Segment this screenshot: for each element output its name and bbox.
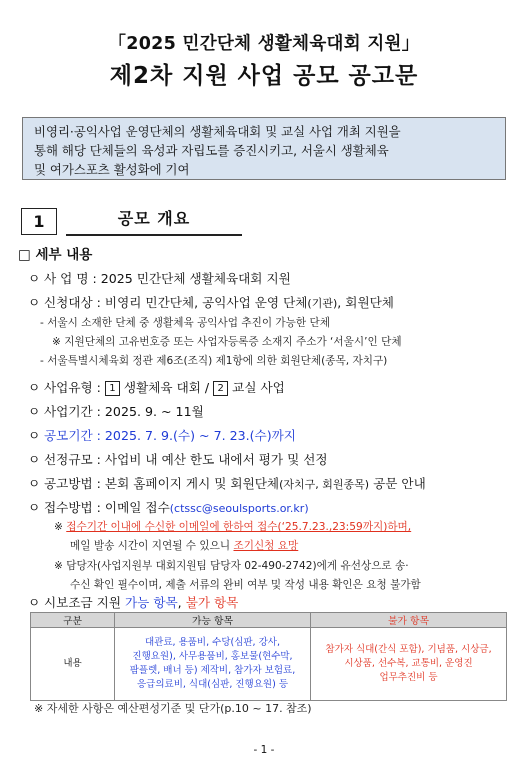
item-label: 공고방법 xyxy=(44,476,93,491)
cell-line: 팜플렛, 배너 등) 제작비, 참가자 보험료, xyxy=(129,665,296,676)
item-separator: : xyxy=(92,500,105,515)
eligibility-sub-1: - 서울시 소재한 단체 중 생활체육 공익사업 추진이 가능한 단체 xyxy=(40,317,330,329)
item-selection xyxy=(28,449,328,468)
type-number-2: 2 xyxy=(213,381,228,396)
item-value: 공문 안내 xyxy=(369,476,426,491)
item-value: , 회원단체 xyxy=(337,295,394,310)
item-value-note: (기관) xyxy=(307,297,338,310)
possible-items-cell xyxy=(115,628,311,701)
item-project-period xyxy=(28,401,204,420)
section-number: 1 xyxy=(21,208,57,235)
table-header: 불가 항목 xyxy=(311,613,507,628)
funding-possible-label: 가능 항목 xyxy=(125,595,178,610)
item-project-name xyxy=(28,268,291,287)
item-value: 2025. 9. ~ 11월 xyxy=(104,404,204,419)
table-row xyxy=(31,628,507,701)
title-line-1: 「2025 민간단체 생활체육대회 지원」 xyxy=(108,34,420,54)
bullet: ㅇ xyxy=(28,595,41,610)
item-eligibility xyxy=(28,292,394,311)
item-value: 2025. 7. 9.(수) ~ 7. 23.(수)까지 xyxy=(104,428,296,443)
title-line-2: 제2차 지원 사업 공모 공고문 xyxy=(109,63,419,89)
item-label: 시보조금 지원 xyxy=(44,595,125,610)
submission-note-1-cont xyxy=(70,538,298,553)
bullet: ㅇ xyxy=(28,404,41,419)
item-value: 2025 민간단체 생활체육대회 지원 xyxy=(100,271,291,286)
sub-heading: □ 세부 내용 xyxy=(18,247,93,263)
summary-line: 통해 해당 단체들의 육성과 자립도를 증진시키고, 서울시 생활체육 xyxy=(34,143,389,158)
item-separator: : xyxy=(92,452,105,467)
page-number: - 1 - xyxy=(253,744,275,756)
item-label: 신청대상 xyxy=(44,295,93,310)
item-submission xyxy=(28,497,309,516)
type-number-1: 1 xyxy=(105,381,120,396)
item-separator: : xyxy=(92,295,105,310)
cell-line: 진행요원), 사무용품비, 홍보물(현수막, xyxy=(132,651,293,662)
item-project-type xyxy=(28,377,285,396)
submission-note-1 xyxy=(54,519,411,534)
bullet: ㅇ xyxy=(28,452,41,467)
impossible-items-cell xyxy=(311,628,507,701)
item-funding xyxy=(28,592,238,611)
item-value-note: (자치구, 회원종목) xyxy=(279,478,370,491)
item-label: 접수방법 xyxy=(44,500,93,515)
table-row-label: 내용 xyxy=(31,628,115,701)
item-separator: : xyxy=(92,476,105,491)
submission-note-2: ※ 담당자(사업지원부 대회지원팀 담당자 02-490-2742)에게 유선상으로 송· xyxy=(54,560,409,572)
item-label: 사 업 명 xyxy=(44,271,89,286)
funding-impossible-label: 불가 항목 xyxy=(185,595,239,610)
item-value: 교실 사업 xyxy=(228,380,285,395)
cell-line: 참가자 식대(간식 포함), 기념품, 시상금, xyxy=(325,644,492,655)
note-text: 메일 발송 시간이 지연될 수 있으니 xyxy=(70,540,234,552)
item-separator: : xyxy=(88,271,101,286)
bullet: ㅇ xyxy=(28,295,41,310)
item-label: 선정규모 xyxy=(44,452,93,467)
note-mark: ※ xyxy=(54,521,67,533)
item-value: 비영리 민간단체, 공익사업 운영 단체 xyxy=(104,295,308,310)
section-underline xyxy=(66,234,242,236)
item-value: 본회 홈페이지 게시 및 회원단체 xyxy=(104,476,280,491)
item-value: 이메일 접수 xyxy=(104,500,170,515)
table-header: 가능 항목 xyxy=(115,613,311,628)
item-label: 사업기간 xyxy=(44,404,93,419)
email-address: (ctssc@seoulsports.or.kr) xyxy=(169,502,309,515)
bullet: ㅇ xyxy=(28,500,41,515)
eligibility-sub-3: - 서울특별시체육회 정관 제6조(조직) 제1항에 의한 회원단체(종목, 자치구) xyxy=(40,355,388,367)
item-label: 공모기간 xyxy=(44,428,93,443)
submission-note-2-cont: 수신 확인 필수이며, 제출 서류의 완비 여부 및 작성 내용 확인은 요청 불가함 xyxy=(70,579,421,591)
item-value: 사업비 내 예산 한도 내에서 평가 및 선정 xyxy=(104,452,328,467)
deadline-warning: 접수기간 이내에 수신한 이메일에 한하여 접수(‘25.7.23.,23:59까지)하며, xyxy=(66,521,412,533)
item-value: 생활체육 대회 / xyxy=(119,380,214,395)
cell-line: 시상품, 선수복, 교통비, 운영진 xyxy=(344,658,473,669)
bullet: ㅇ xyxy=(28,428,41,443)
cell-line: 업무추진비 등 xyxy=(379,672,438,683)
summary-line: 및 여가스포츠 활성화에 기여 xyxy=(34,162,190,177)
bullet: ㅇ xyxy=(28,380,41,395)
item-separator: , xyxy=(177,595,186,610)
item-separator: : xyxy=(92,404,105,419)
bullet: ㅇ xyxy=(28,271,41,286)
table-header-row xyxy=(31,613,507,628)
eligibility-sub-2: ※ 지원단체의 고유번호증 또는 사업자등록증 소재지 주소가 ‘서울시’인 단체 xyxy=(52,336,402,348)
item-separator: : xyxy=(92,428,105,443)
item-label: 사업유형 xyxy=(44,380,93,395)
item-separator: : xyxy=(92,380,105,395)
summary-box xyxy=(22,117,506,180)
cell-line: 응급의료비, 식대(심판, 진행요원) 등 xyxy=(137,679,288,690)
section-title: 공모 개요 xyxy=(117,209,191,228)
bullet: ㅇ xyxy=(28,476,41,491)
footnote: ※ 자세한 사항은 예산편성기준 및 단가(p.10 ~ 17. 참조) xyxy=(34,702,312,715)
table-header: 구분 xyxy=(31,613,115,628)
early-apply-request: 조기신청 요망 xyxy=(233,540,299,552)
summary-line: 비영리·공익사업 운영단체의 생활체육대회 및 교실 사업 개최 지원을 xyxy=(34,124,401,139)
item-recruit-period xyxy=(28,425,296,444)
cell-line: 대관료, 용품비, 수당(심판, 강사, xyxy=(145,637,280,648)
funding-table xyxy=(30,612,507,701)
item-announce xyxy=(28,473,426,492)
